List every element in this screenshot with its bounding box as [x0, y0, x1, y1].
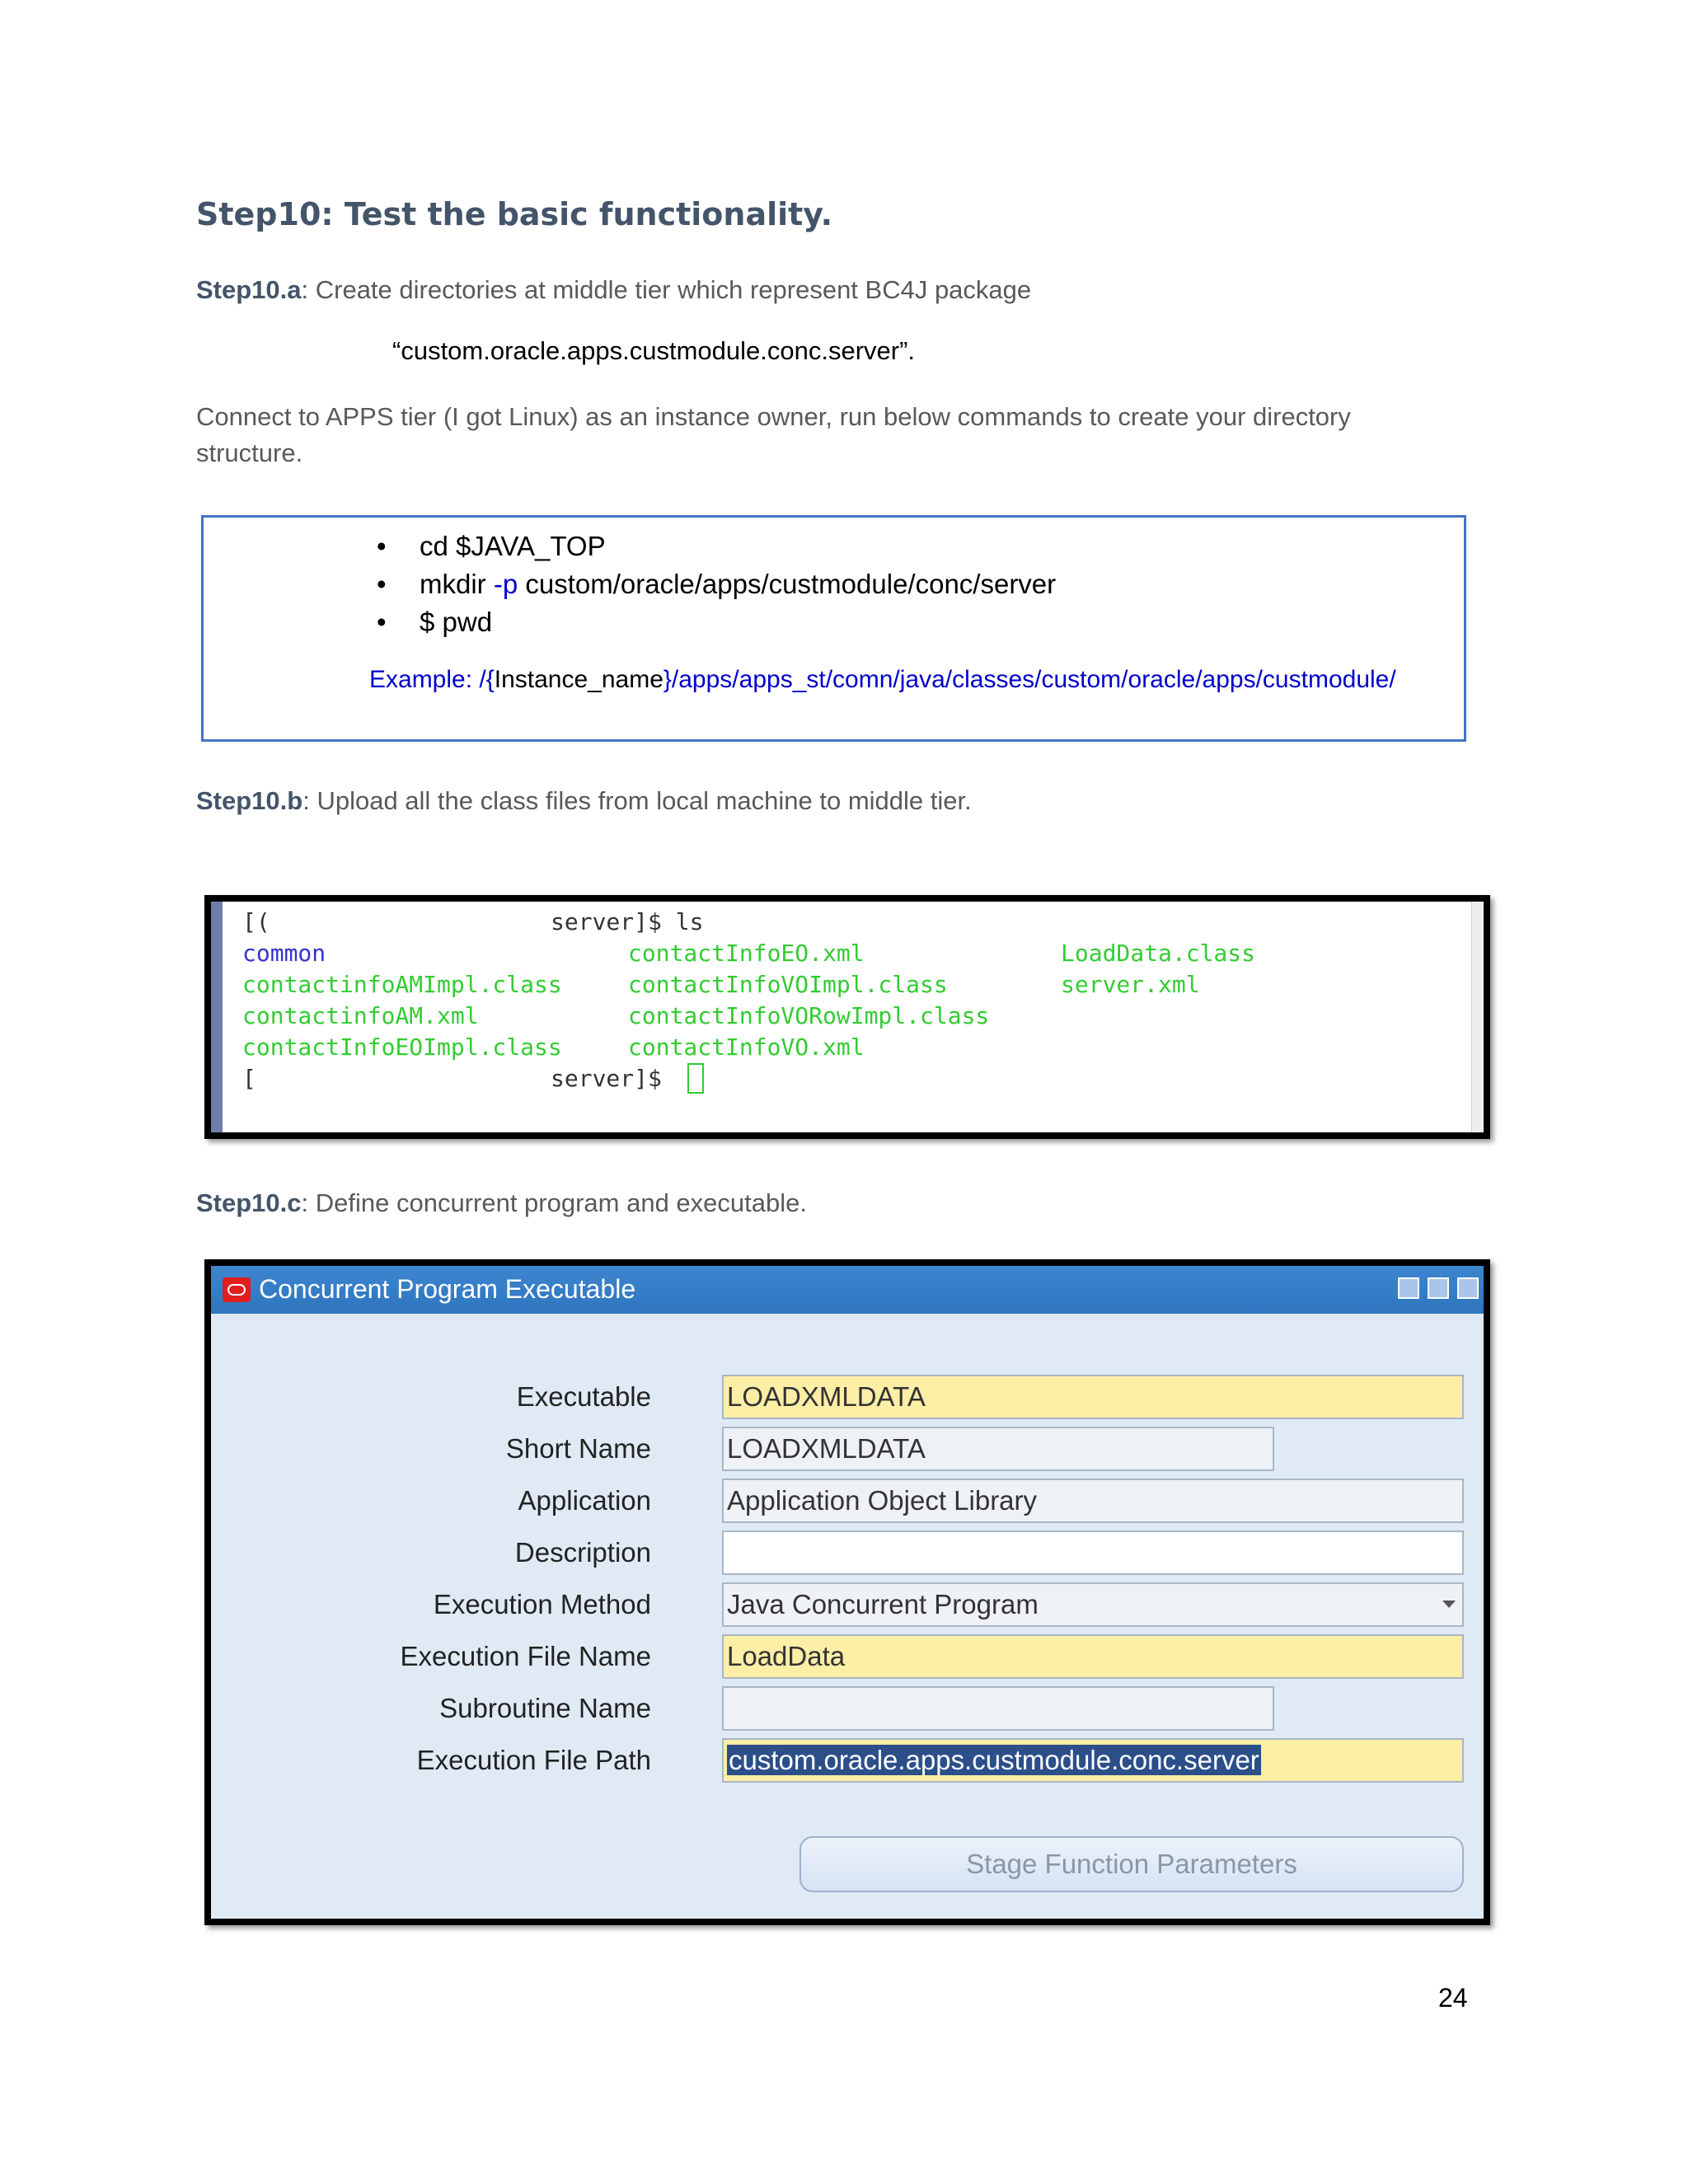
concurrent-program-executable-window	[204, 1259, 1490, 1925]
stage-function-parameters-button[interactable]: Stage Function Parameters	[799, 1836, 1464, 1892]
example-rest: }/apps/apps_st/comn/java/classes/custom/oracle/apps/custmodule/	[663, 666, 1396, 693]
description-label: Description	[514, 1537, 651, 1568]
window-titlebar	[211, 1266, 1484, 1314]
terminal-file: contactInfoVO.xml	[628, 1033, 865, 1061]
application-field[interactable]: Application Object Library	[722, 1479, 1464, 1523]
package-quote: “custom.oracle.apps.custmodule.conc.server”.	[392, 336, 916, 365]
description-field[interactable]	[722, 1530, 1464, 1575]
execution-method-select[interactable]	[722, 1582, 1464, 1627]
terminal-screenshot	[204, 895, 1490, 1139]
step-a-label: Step10.a	[196, 275, 302, 304]
terminal-file: contactinfoAM.xml	[242, 1002, 479, 1029]
subroutine-name-field[interactable]	[722, 1686, 1274, 1731]
execution-file-path-value: custom.oracle.apps.custmodule.conc.server	[729, 1745, 1259, 1775]
executable-label: Executable	[516, 1381, 651, 1412]
executable-field[interactable]: LOADXMLDATA	[722, 1375, 1464, 1419]
short-name-label: Short Name	[505, 1433, 651, 1464]
execution-method-label: Execution Method	[433, 1589, 651, 1619]
execution-file-path-field[interactable]	[722, 1738, 1464, 1783]
terminal-file: server.xml	[1061, 971, 1200, 998]
command-text: mkdir	[420, 569, 494, 599]
example-instance: Instance_name	[494, 666, 663, 693]
section-heading: Step10: Test the basic functionality.	[196, 196, 833, 232]
step-a-paragraph	[196, 272, 1031, 308]
execution-method-value: Java Concurrent Program	[727, 1589, 1039, 1619]
terminal-file: contactinfoAMImpl.class	[242, 971, 562, 998]
short-name-field[interactable]: LOADXMLDATA	[722, 1427, 1274, 1471]
terminal-file: contactInfoVORowImpl.class	[628, 1002, 990, 1029]
example-label: Example: /{	[369, 666, 495, 693]
page-number: 24	[1438, 1983, 1468, 2013]
connect-paragraph: Connect to APPS tier (I got Linux) as an instance owner, run below commands to create your directory structure.	[196, 402, 1351, 467]
command-item	[377, 565, 1056, 603]
command-text: $ pwd	[420, 607, 493, 637]
command-path: custom/oracle/apps/custmodule/conc/server	[518, 569, 1057, 599]
subroutine-name-label: Subroutine Name	[439, 1693, 651, 1723]
window-title: Concurrent Program Executable	[259, 1274, 636, 1304]
terminal-gutter	[211, 902, 223, 1132]
step-b-text: : Upload all the class files from local machine to middle tier.	[302, 786, 972, 815]
terminal-file-directory: common	[242, 940, 326, 967]
step-b-label: Step10.b	[196, 786, 303, 815]
command-item	[377, 527, 1056, 565]
terminal-file: LoadData.class	[1061, 940, 1256, 967]
command-item	[377, 603, 1056, 641]
step-c-label: Step10.c	[196, 1188, 302, 1217]
command-text: cd $JAVA_TOP	[420, 531, 606, 561]
step-c-text: : Define concurrent program and executable.	[301, 1188, 807, 1217]
terminal-file: contactInfoEOImpl.class	[242, 1033, 562, 1061]
maximize-icon[interactable]	[1428, 1277, 1449, 1299]
terminal-prompt-left: [(	[242, 908, 270, 935]
oracle-logo-icon	[223, 1277, 251, 1302]
step-a-text: : Create directories at middle tier which represent BC4J package	[301, 275, 1032, 304]
chevron-down-icon[interactable]	[1442, 1601, 1456, 1608]
execution-file-path-label: Execution File Path	[416, 1745, 651, 1775]
execution-file-name-field[interactable]: LoadData	[722, 1634, 1464, 1679]
execution-file-name-label: Execution File Name	[400, 1641, 651, 1671]
close-icon[interactable]	[1457, 1277, 1479, 1299]
terminal-cursor	[687, 1063, 704, 1094]
terminal-prompt-left: [	[242, 1065, 256, 1092]
command-flag: -p	[493, 569, 518, 599]
minimize-icon[interactable]	[1398, 1277, 1419, 1299]
terminal-prompt-right: server]$ ls	[551, 908, 704, 935]
terminal-scrollbar[interactable]	[1471, 902, 1484, 1132]
step-c-paragraph	[196, 1185, 807, 1221]
command-list	[377, 527, 1056, 641]
terminal-file: contactInfoVOImpl.class	[628, 971, 948, 998]
terminal-prompt-right: server]$	[551, 1065, 662, 1092]
command-box	[201, 515, 1466, 742]
application-label: Application	[518, 1485, 651, 1516]
terminal-file: contactInfoEO.xml	[628, 940, 865, 967]
example-path	[369, 666, 1396, 694]
step-b-paragraph	[196, 783, 972, 819]
